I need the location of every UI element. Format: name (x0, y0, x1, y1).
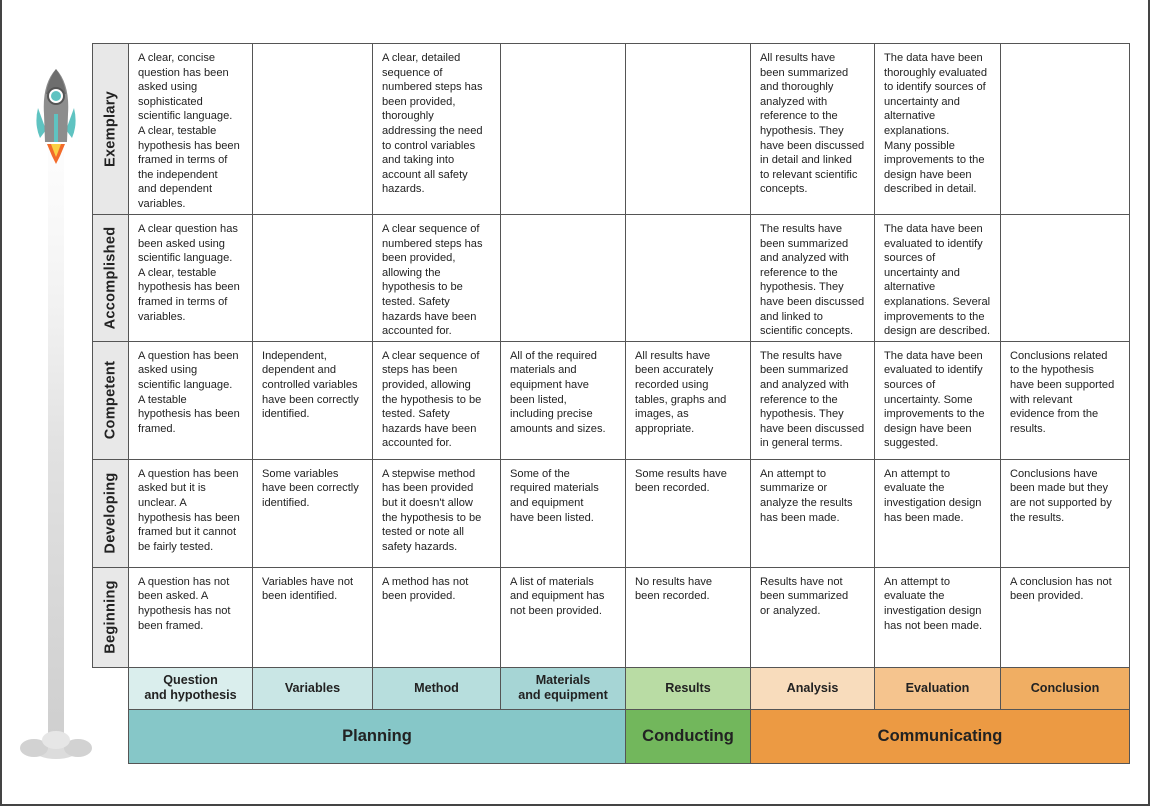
rubric-row-beginning (93, 567, 1130, 667)
rubric-cell-beginning-variables (253, 567, 373, 667)
rubric-cell-exemplary-analysis (751, 44, 875, 215)
criterion-header-method (373, 667, 501, 709)
cell-text-line: hypothesis has not (138, 604, 231, 617)
phase-planning (129, 709, 626, 763)
blank-corner (93, 667, 129, 709)
criterion-label-line: Conclusion (1030, 680, 1100, 695)
cell-text-line: results. (1010, 422, 1046, 435)
cell-text-line: hypothesis to be (382, 281, 463, 294)
cell-text-line: numbered steps has (382, 81, 483, 94)
rubric-cell-beginning-results (626, 567, 751, 667)
cell-text-line: described in detail. (884, 183, 977, 196)
cell-text-line: explanations. Several (884, 295, 991, 308)
cell-text-line: design have been (884, 168, 972, 181)
cell-text-line: No results have (635, 575, 713, 588)
cell-text-line: the independent (138, 168, 218, 181)
cell-text-line: scientific language. (138, 252, 233, 265)
cell-text-line: improvements to the (884, 154, 985, 167)
criterion-header-conclusion (1001, 667, 1130, 709)
rubric-cell-exemplary-materials (501, 44, 626, 215)
rubric-cell-competent-materials (501, 341, 626, 459)
cell-text-line: evaluate the (884, 482, 945, 495)
cell-text-line: uncertainty. Some (884, 393, 973, 406)
cell-text-line: accounted for. (382, 325, 452, 338)
cell-text-line: All of the required (510, 349, 597, 362)
cell-text-line: including precise (510, 408, 593, 421)
cell-text-line: investigation design (884, 604, 982, 617)
rubric-cell-accomplished-method (373, 215, 501, 342)
cell-text-line: numbered steps has (382, 237, 483, 250)
rubric-cell-exemplary-evaluation (875, 44, 1001, 215)
phase-label: Conducting (642, 726, 734, 745)
cell-text-line: Some variables (262, 467, 339, 480)
rubric-cell-developing-materials (501, 459, 626, 567)
cell-text-line: scientific concepts. (760, 325, 854, 338)
cell-text-line: The data have been (884, 349, 983, 362)
cell-text-line: suggested. (884, 437, 939, 450)
rubric-cell-competent-question (129, 341, 253, 459)
cell-text-line: hypothesis has been (138, 281, 240, 294)
cell-text-line: identified. (262, 408, 310, 421)
rubric-cell-competent-evaluation (875, 341, 1001, 459)
cell-text-line: tables, graphs and (635, 393, 727, 406)
cell-text-line: Conclusions have (1010, 467, 1098, 480)
rubric-cell-exemplary-variables (253, 44, 373, 215)
criterion-label-line: Results (665, 680, 711, 695)
cell-text-line: tested. Safety (382, 295, 450, 308)
rubric-row-developing (93, 459, 1130, 567)
cell-text-line: appropriate. (635, 422, 695, 435)
level-label-text: Beginning (102, 580, 119, 655)
rubric-cell-developing-analysis (751, 459, 875, 567)
rubric-cell-accomplished-variables (253, 215, 373, 342)
rubric-cell-competent-conclusion (1001, 341, 1130, 459)
criterion-label-line: Analysis (786, 680, 839, 695)
rubric-cell-beginning-question (129, 567, 253, 667)
cell-text-line: been made but they (1010, 482, 1109, 495)
level-label-accomplished (93, 215, 129, 342)
cell-text-line: and taking into (382, 154, 455, 167)
cell-text-line: recorded using (635, 378, 709, 391)
cell-text-line: Some of the (510, 467, 570, 480)
rubric-cell-accomplished-results (626, 215, 751, 342)
cell-text-line: reference to the (760, 110, 838, 123)
cell-text-line: to identify sources of (884, 81, 986, 94)
cell-text-line: A clear, testable (138, 124, 217, 137)
cell-text-line: been asked using (138, 237, 225, 250)
criterion-label-line: Question (163, 673, 218, 688)
cell-text-line: the hypothesis to be (382, 511, 482, 524)
cell-text-line: Results have not (760, 575, 843, 588)
cell-text-line: been identified. (262, 590, 338, 603)
cell-text-line: evaluate the (884, 590, 945, 603)
cell-text-line: scientific language. (138, 110, 233, 123)
cell-text-line: tested. Safety (382, 408, 450, 421)
cell-text-line: have been listed. (510, 511, 594, 524)
cell-text-line: A question has been (138, 467, 239, 480)
cell-text-line: and analyzed with (760, 378, 849, 391)
cell-text-line: An attempt to (884, 467, 950, 480)
rubric-cell-accomplished-materials (501, 215, 626, 342)
cell-text-line: evaluated to identify (884, 364, 983, 377)
rubric-body (93, 44, 1130, 764)
cell-text-line: but it doesn't allow (382, 496, 473, 509)
cell-text-line: provided, allowing (382, 378, 471, 391)
cell-text-line: uncertainty and (884, 95, 960, 108)
rubric-cell-beginning-method (373, 567, 501, 667)
rubric-cell-beginning-evaluation (875, 567, 1001, 667)
cell-text-line: Variables have not (262, 575, 354, 588)
cell-text-line: scientific language. (138, 378, 233, 391)
cell-text-line: tested or note all (382, 526, 465, 539)
cell-text-line: and equipment has (510, 590, 605, 603)
rubric-cell-developing-evaluation (875, 459, 1001, 567)
criterion-header-variables (253, 667, 373, 709)
cell-text-line: The results have (760, 223, 843, 235)
cell-text-line: been asked. A (138, 590, 209, 603)
cell-text-line: to the hypothesis (1010, 364, 1094, 377)
phase-row (93, 709, 1130, 763)
cell-text-line: framed. (138, 422, 176, 435)
cell-text-line: allowing the (382, 266, 441, 279)
cell-text-line: A question has been (138, 349, 239, 362)
cell-text-line: summarize or (760, 482, 828, 495)
cell-text-line: analyzed with (760, 95, 828, 108)
cell-text-line: have been supported (1010, 378, 1115, 391)
cell-text-line: asked but it is (138, 482, 206, 495)
cell-text-line: been provided. (1010, 590, 1084, 603)
cell-text-line: safety hazards. (382, 540, 458, 553)
cell-text-line: has been provided (382, 482, 474, 495)
cell-text-line: hypothesis has been (138, 511, 240, 524)
cell-text-line: to control variables (382, 139, 476, 152)
cell-text-line: hypothesis has been (138, 408, 240, 421)
cell-text-line: framed but it cannot (138, 526, 237, 539)
rubric-cell-accomplished-analysis (751, 215, 875, 342)
cell-text-line: A conclusion has not (1010, 575, 1112, 588)
cell-text-line: hazards. (382, 183, 425, 196)
cell-text-line: been provided, (382, 95, 456, 108)
cell-text-line: been listed, (510, 393, 567, 406)
cell-text-line: thoroughly (382, 110, 434, 123)
cell-text-line: explanations. (884, 124, 950, 137)
cell-text-line: asked using (138, 364, 198, 377)
cell-text-line: unclear. A (138, 496, 187, 509)
cell-text-line: been framed. (138, 619, 204, 632)
cell-text-line: in detail and linked (760, 154, 852, 167)
criterion-header-evaluation (875, 667, 1001, 709)
rubric-row-competent (93, 341, 1130, 459)
cell-text-line: the results. (1010, 511, 1065, 524)
criterion-label-line: Evaluation (905, 680, 970, 695)
cell-text-line: A clear sequence of (382, 349, 480, 362)
rubric-cell-competent-method (373, 341, 501, 459)
cell-text-line: The data have been (884, 52, 983, 64)
cell-text-line: sources of (884, 378, 936, 391)
cell-text-line: been recorded. (635, 590, 710, 603)
cell-text-line: reference to the (760, 266, 838, 279)
cell-text-line: not been provided. (510, 604, 602, 617)
rubric-cell-exemplary-method (373, 44, 501, 215)
cell-text-line: been recorded. (635, 482, 710, 495)
cell-text-line: A clear, detailed (382, 52, 461, 64)
cell-text-line: Many possible (884, 139, 955, 152)
cell-text-line: hypothesis has been (138, 139, 240, 152)
blank-corner (93, 709, 129, 763)
cell-text-line: and analyzed with (760, 252, 849, 265)
rocket-icon (14, 64, 98, 764)
cell-text-line: alternative (884, 281, 936, 294)
criterion-label-line: Method (414, 680, 459, 695)
criterion-header-materials (501, 667, 626, 709)
rubric-cell-exemplary-results (626, 44, 751, 215)
cell-text-line: alternative (884, 110, 936, 123)
cell-text-line: variables. (138, 310, 186, 323)
cell-text-line: A list of materials (510, 575, 594, 588)
cell-text-line: A testable (138, 393, 187, 406)
rubric-cell-beginning-conclusion (1001, 567, 1130, 667)
cell-text-line: been summarized (760, 66, 849, 79)
cell-text-line: Independent, (262, 349, 327, 362)
cell-text-line: A clear, testable (138, 266, 217, 279)
cell-text-line: has been made. (884, 511, 964, 524)
cell-text-line: addressing the need (382, 124, 483, 137)
cell-text-line: framed in terms of (138, 154, 228, 167)
cell-text-line: evaluated to identify (884, 237, 983, 250)
cell-text-line: equipment have (510, 378, 589, 391)
cell-text-line: been provided, (382, 252, 456, 265)
level-label-beginning (93, 567, 129, 667)
criterion-label-line: Materials (535, 673, 591, 688)
cell-text-line: dependent and (262, 364, 337, 377)
cell-text-line: accounted for. (382, 437, 452, 450)
cell-text-line: reference to the (760, 393, 838, 406)
cell-text-line: steps has been (382, 364, 458, 377)
level-label-developing (93, 459, 129, 567)
rubric-cell-developing-conclusion (1001, 459, 1130, 567)
cell-text-line: improvements to the (884, 310, 985, 323)
criterion-header-results (626, 667, 751, 709)
rubric-cell-accomplished-question (129, 215, 253, 342)
cell-text-line: The results have (760, 349, 843, 362)
cell-text-line: uncertainty and (884, 266, 960, 279)
cell-text-line: materials and (510, 364, 577, 377)
cell-text-line: sources of (884, 252, 936, 265)
cell-text-line: All results have (760, 52, 836, 64)
cell-text-line: A clear, concise (138, 52, 216, 64)
cell-text-line: Some results have (635, 467, 727, 480)
cell-text-line: and linked to (760, 310, 823, 323)
cell-text-line: has not been made. (884, 619, 983, 632)
criteria-header-row (93, 667, 1130, 709)
cell-text-line: identified. (262, 496, 310, 509)
cell-text-line: hazards have been (382, 422, 477, 435)
cell-text-line: evidence from the (1010, 408, 1099, 421)
cell-text-line: framed in terms of (138, 295, 228, 308)
criterion-label-line: Variables (284, 680, 341, 695)
cell-text-line: and equipment (510, 496, 584, 509)
phase-communicating (751, 709, 1130, 763)
cell-text-line: have been correctly (262, 482, 359, 495)
rubric-row-exemplary (93, 44, 1130, 215)
criterion-header-question (129, 667, 253, 709)
level-label-text: Accomplished (102, 226, 119, 330)
cell-text-line: controlled variables (262, 378, 358, 391)
cell-text-line: in general terms. (760, 437, 843, 450)
rubric-table (92, 43, 1130, 764)
cell-text-line: design are described. (884, 325, 991, 338)
cell-text-line: have been discussed (760, 295, 865, 308)
cell-text-line: All results have (635, 349, 711, 362)
cell-text-line: investigation design (884, 496, 982, 509)
cell-text-line: sophisticated (138, 95, 203, 108)
cell-text-line: concepts. (760, 183, 808, 196)
criterion-header-analysis (751, 667, 875, 709)
cell-text-line: have been discussed (760, 422, 865, 435)
cell-text-line: been summarized (760, 364, 849, 377)
cell-text-line: A clear question has (138, 223, 238, 235)
cell-text-line: has been made. (760, 511, 840, 524)
rubric-cell-accomplished-conclusion (1001, 215, 1130, 342)
cell-text-line: hypothesis. They (760, 281, 844, 294)
cell-text-line: Conclusions related (1010, 349, 1108, 362)
rubric-cell-competent-results (626, 341, 751, 459)
rubric-cell-competent-analysis (751, 341, 875, 459)
cell-text-line: A clear sequence of (382, 223, 480, 235)
cell-text-line: and thoroughly (760, 81, 834, 94)
cell-text-line: required materials (510, 482, 599, 495)
rubric-row-accomplished (93, 215, 1130, 342)
rubric-cell-beginning-analysis (751, 567, 875, 667)
cell-text-line: An attempt to (760, 467, 826, 480)
rubric-cell-exemplary-question (129, 44, 253, 215)
cell-text-line: been summarized (760, 590, 849, 603)
level-label-exemplary (93, 44, 129, 215)
phase-label: Communicating (877, 726, 1003, 745)
phase-label: Planning (342, 726, 412, 745)
cell-text-line: be fairly tested. (138, 540, 214, 553)
level-label-text: Exemplary (102, 90, 119, 168)
rubric-cell-developing-method (373, 459, 501, 567)
cell-text-line: have been correctly (262, 393, 359, 406)
phase-conducting (626, 709, 751, 763)
cell-text-line: asked using (138, 81, 198, 94)
cell-text-line: variables. (138, 197, 186, 210)
cell-text-line: with relevant (1010, 393, 1073, 406)
level-label-competent (93, 341, 129, 459)
cell-text-line: sequence of (382, 66, 443, 79)
criterion-label-line: and equipment (518, 688, 608, 703)
rubric-cell-accomplished-evaluation (875, 215, 1001, 342)
cell-text-line: have been discussed (760, 139, 865, 152)
cell-text-line: to relevant scientific (760, 168, 858, 181)
cell-text-line: been accurately (635, 364, 714, 377)
cell-text-line: The data have been (884, 223, 983, 235)
rubric-cell-competent-variables (253, 341, 373, 459)
cell-text-line: the hypothesis to be (382, 393, 482, 406)
cell-text-line: images, as (635, 408, 689, 421)
cell-text-line: are not supported by (1010, 496, 1112, 509)
level-label-text: Competent (102, 361, 119, 440)
rubric-cell-beginning-materials (501, 567, 626, 667)
cell-text-line: hazards have been (382, 310, 477, 323)
cell-text-line: amounts and sizes. (510, 422, 606, 435)
cell-text-line: been summarized (760, 237, 849, 250)
cell-text-line: account all safety (382, 168, 468, 181)
cell-text-line: An attempt to (884, 575, 950, 588)
cell-text-line: A question has not (138, 575, 230, 588)
rubric-cell-developing-results (626, 459, 751, 567)
cell-text-line: question has been (138, 66, 229, 79)
rubric-cell-developing-question (129, 459, 253, 567)
cell-text-line: A stepwise method (382, 467, 476, 480)
cell-text-line: design have been (884, 422, 972, 435)
cell-text-line: hypothesis. They (760, 124, 844, 137)
cell-text-line: hypothesis. They (760, 408, 844, 421)
criterion-label-line: and hypothesis (144, 688, 237, 703)
cell-text-line: and dependent (138, 183, 213, 196)
cell-text-line: analyze the results (760, 496, 853, 509)
rubric-cell-exemplary-conclusion (1001, 44, 1130, 215)
rubric-cell-developing-variables (253, 459, 373, 567)
cell-text-line: A method has not (382, 575, 469, 588)
cell-text-line: been provided. (382, 590, 456, 603)
cell-text-line: or analyzed. (760, 604, 821, 617)
level-label-text: Developing (102, 472, 119, 554)
cell-text-line: thoroughly evaluated (884, 66, 988, 79)
cell-text-line: improvements to the (884, 408, 985, 421)
